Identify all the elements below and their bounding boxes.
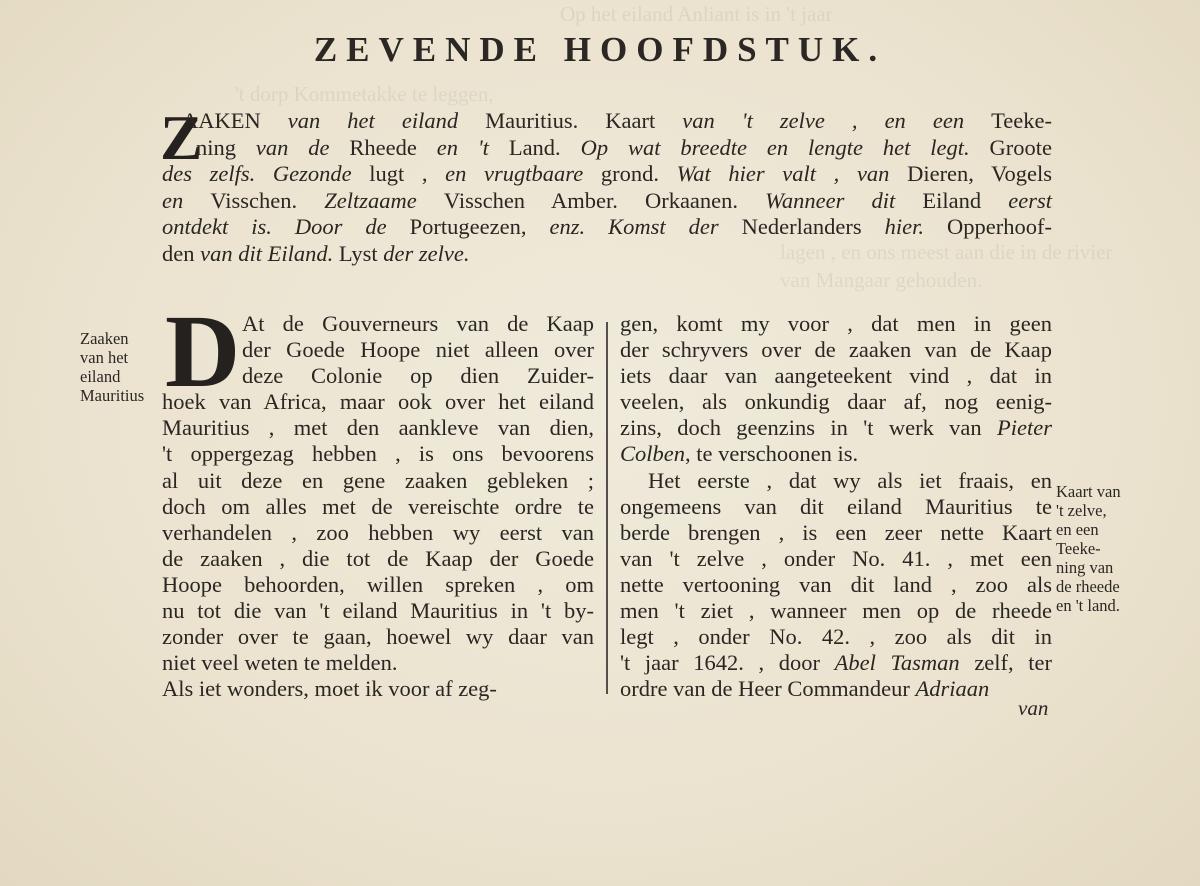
text-line: doch om alles met de vereischte ordre te <box>162 493 594 519</box>
catchword: van <box>1018 696 1049 720</box>
text-line: de zaaken , die tot de Kaap der Goede <box>162 545 594 571</box>
text-line: ongemeens van dit eiland Mauritius te <box>620 493 1052 519</box>
text-line: Als iet wonders, moet ik voor af zeg- <box>162 676 497 702</box>
text-line: en Visschen. Zeltzaame Visschen Amber. Orkaanen. Wanneer dit Eiland eerst <box>162 187 1052 213</box>
text-line: ordre van de Heer Commandeur Adriaan <box>620 676 990 702</box>
text-line: Colben, te verschoonen is. <box>620 441 859 467</box>
right-text-column <box>620 311 1052 702</box>
bleed-through-text: van Mangaar gehouden. <box>780 268 983 292</box>
text-line: ontdekt is. Door de Portugeezen, enz. Komst der Nederlanders hier. Opperhoof- <box>162 214 1052 239</box>
text-line: gen, komt my voor , dat men in geen <box>620 311 1052 336</box>
bleed-through-text: lagen , en ons meest aan die in de rivier <box>780 240 1113 264</box>
bleed-through-text: Op het eiland Anliant is in 't jaar <box>560 2 833 26</box>
text-line: des zelfs. Gezonde lugt , en vrugtbaare grond. Wat hier valt , van Dieren, Vogels <box>162 161 1052 186</box>
left-text-column <box>162 311 594 702</box>
body-drop-cap: D <box>165 294 241 409</box>
text-line: van 't zelve , onder No. 41. , met een <box>620 545 1052 571</box>
margin-note-line: 't zelve, <box>1056 501 1107 520</box>
text-line: al uit deze en gene zaaken gebleken ; <box>162 467 594 493</box>
column-divider <box>606 322 608 694</box>
bleed-through-text: 't dorp Kommetakke te leggen, <box>235 82 494 106</box>
text-line: berde brengen , is een zeer nette Kaart <box>620 519 1052 545</box>
text-line: veelen, als onkundig daar af, nog eenig- <box>620 389 1052 415</box>
text-line: zins, doch geenzins in 't werk van Pieter <box>620 415 1052 441</box>
margin-note-line: Zaaken <box>80 329 129 348</box>
text-line: iets daar van aangeteekent vind , dat in <box>620 363 1052 389</box>
text-line: 't oppergezag hebben , is ons bevoorens <box>162 441 594 467</box>
summary-drop-cap: Z <box>160 102 203 173</box>
text-line: der schryvers over de zaaken van de Kaap <box>620 337 1052 363</box>
margin-note-line: de rheede <box>1056 577 1120 596</box>
chapter-title: ZEVENDE HOOFDSTUK. <box>313 30 887 69</box>
margin-note-line: ning van <box>1056 558 1114 577</box>
margin-note-line: en 't land. <box>1056 596 1120 615</box>
margin-note-line: Kaart van <box>1056 482 1121 501</box>
margin-note-line: Teeke- <box>1056 539 1101 558</box>
text-line: der Goede Hoope niet alleen over <box>242 337 594 363</box>
margin-note-line: Mauritius <box>80 386 145 405</box>
text-line: verhandelen , zoo hebben wy eerst van <box>162 519 594 545</box>
text-line: 't jaar 1642. , door Abel Tasman zelf, ter <box>620 650 1053 676</box>
text-line: hoek van Africa, maar ook over het eiland <box>162 389 594 415</box>
text-line: niet veel weten te melden. <box>162 650 398 676</box>
chapter-summary <box>160 102 1052 267</box>
text-line: legt , onder No. 42. , zoo als dit in <box>620 624 1052 650</box>
text-line: Hoope behoorden, willen spreken , om <box>162 571 594 597</box>
text-line: Mauritius , met den aankleve van dien, <box>162 415 594 441</box>
margin-note-line: van het <box>80 348 129 367</box>
text-line: nette vertooning van dit land , zoo als <box>620 571 1052 597</box>
text-line: ning van de Rheede en 't Land. Op wat breedte en lengte het legt. Groote <box>196 134 1052 160</box>
text-line: zonder over te gaan, hoewel wy daar van <box>162 624 594 650</box>
text-line: nu tot die van 't eiland Mauritius in 't by- <box>162 598 594 624</box>
text-line: At de Gouverneurs van de Kaap <box>242 311 594 336</box>
margin-note-line: eiland <box>80 367 121 386</box>
margin-note-line: en een <box>1056 520 1099 539</box>
text-line: men 't ziet , wanneer men op de rheede <box>620 598 1052 624</box>
text-line: den van dit Eiland. Lyst der zelve. <box>162 240 470 266</box>
right-margin-note <box>1056 482 1121 615</box>
left-margin-note <box>80 329 144 405</box>
text-line: Het eerste , dat wy als iet fraais, en <box>648 467 1052 493</box>
text-line: deze Colonie op dien Zuider- <box>242 363 594 389</box>
text-line: AAKEN van het eiland Mauritius. Kaart van 't zelve , en een Teeke- <box>182 108 1052 133</box>
